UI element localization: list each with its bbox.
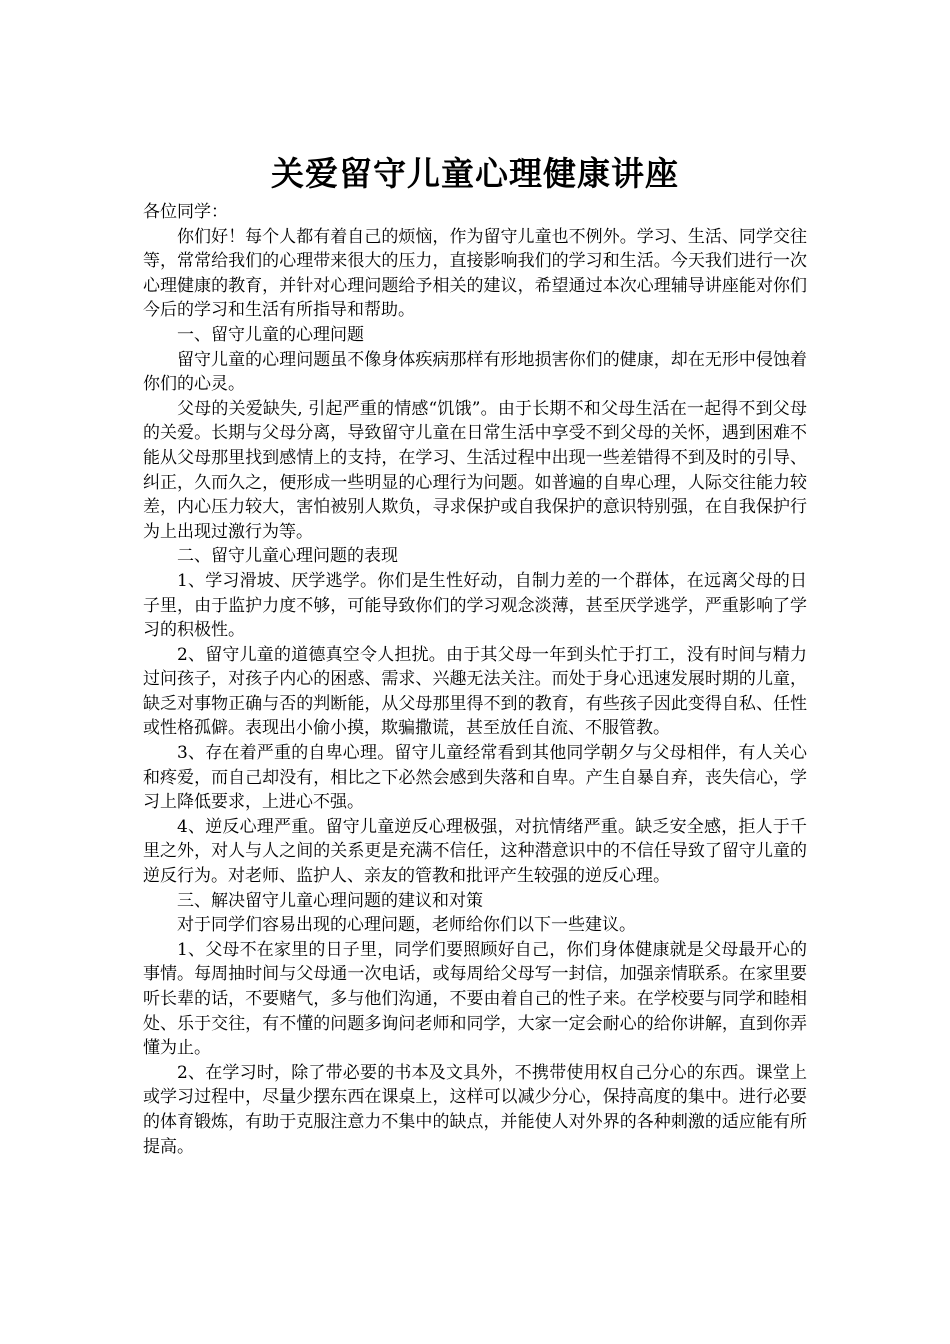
- document-title: 关爱留守儿童心理健康讲座: [271, 154, 679, 193]
- document-body: [143, 200, 807, 1159]
- paragraph: 留守儿童的心理问题虽不像身体疾病那样有形地损害你们的健康，却在无形中侵蚀着你们的心灵。: [143, 349, 807, 395]
- section-heading-3: 三、解决留守儿童心理问题的建议和对策: [177, 890, 483, 911]
- paragraph: 2、在学习时，除了带必要的书本及文具外，不携带使用权自己分心的东西。课堂上或学习过程中，尽量少摆东西在课桌上，这样可以减少分心，保持高度的集中。进行必要的体育锻炼，有助于克服注意力不集中的缺点，并能使人对外界的各种刺激的适应能有所提高。: [143, 1062, 807, 1157]
- paragraph: 父母的关爱缺失, 引起严重的情感“饥饿”。由于长期不和父母生活在一起得不到父母的关爱。长期与父母分离，导致留守儿童在日常生活中享受不到父母的关怀，遇到困难不能从父母那里找到感情上的支持，在学习、生活过程中出现一些差错得不到及时的引导、纠正，久而久之，便形成一些明显的心理行为问题。如普遍的自卑心理，人际交往能力较差，内心压力较大，害怕被别人欺负，寻求保护或自我保护的意识特别强，在自我保护行为上出现过激行为等。: [143, 398, 807, 542]
- paragraph-intro: 你们好！每个人都有着自己的烦恼，作为留守儿童也不例外。学习、生活、同学交往等，常常给我们的心理带来很大的压力，直接影响我们的学习和生活。今天我们进行一次心理健康的教育，并针对心理问题给予相关的建议，希望通过本次心理辅导讲座能对你们今后的学习和生活有所指导和帮助。: [143, 226, 807, 321]
- section-heading-2: 二、留守儿童心理问题的表现: [177, 546, 398, 567]
- section-heading-1: 一、留守儿童的心理问题: [177, 324, 364, 345]
- paragraph: 3、存在着严重的自卑心理。留守儿童经常看到其他同学朝夕与父母相伴，有人关心和疼爱，而自己却没有，相比之下必然会感到失落和自卑。产生自暴自弃，丧失信心，学习上降低要求，上进心不强。: [143, 743, 807, 813]
- paragraph: 4、逆反心理严重。留守儿童逆反心理极强，对抗情绪严重。缺乏安全感，拒人于千里之外，对人与人之间的关系更是充满不信任，这种潜意识中的不信任导致了留守儿童的逆反行为。对老师、监护人、亲友的管教和批评产生较强的逆反心理。: [143, 816, 807, 887]
- paragraph: 2、留守儿童的道德真空令人担扰。由于其父母一年到头忙于打工，没有时间与精力过问孩子，对孩子内心的困惑、需求、兴趣无法关注。而处于身心迅速发展时期的儿童，缺乏对事物正确与否的判断能，从父母那里得不到的教育，有些孩子因此变得自私、任性或性格孤僻。表现出小偷小摸，欺骗撒谎，甚至放任自流、不服管教。: [143, 644, 807, 739]
- greeting: 各位同学：: [143, 202, 228, 222]
- paragraph: 对于同学们容易出现的心理问题，老师给你们以下一些建议。: [177, 915, 636, 936]
- paragraph: 1、父母不在家里的日子里，同学们要照顾好自己，你们身体健康就是父母最开心的事情。每周抽时间与父母通一次电话，或每周给父母写一封信，加强亲情联系。在家里要听长辈的话，不要赌气，多与他们沟通，不要由着自己的性子来。在学校要与同学和睦相处、乐于交往，有不懂的问题多询问老师和同学，大家一定会耐心的给你讲解，直到你弄懂为止。: [143, 939, 807, 1059]
- paragraph: 1、学习滑坡、厌学逃学。你们是生性好动，自制力差的一个群体，在远离父母的日子里，由于监护力度不够，可能导致你们的学习观念淡薄，甚至厌学逃学，严重影响了学习的积极性。: [143, 570, 807, 641]
